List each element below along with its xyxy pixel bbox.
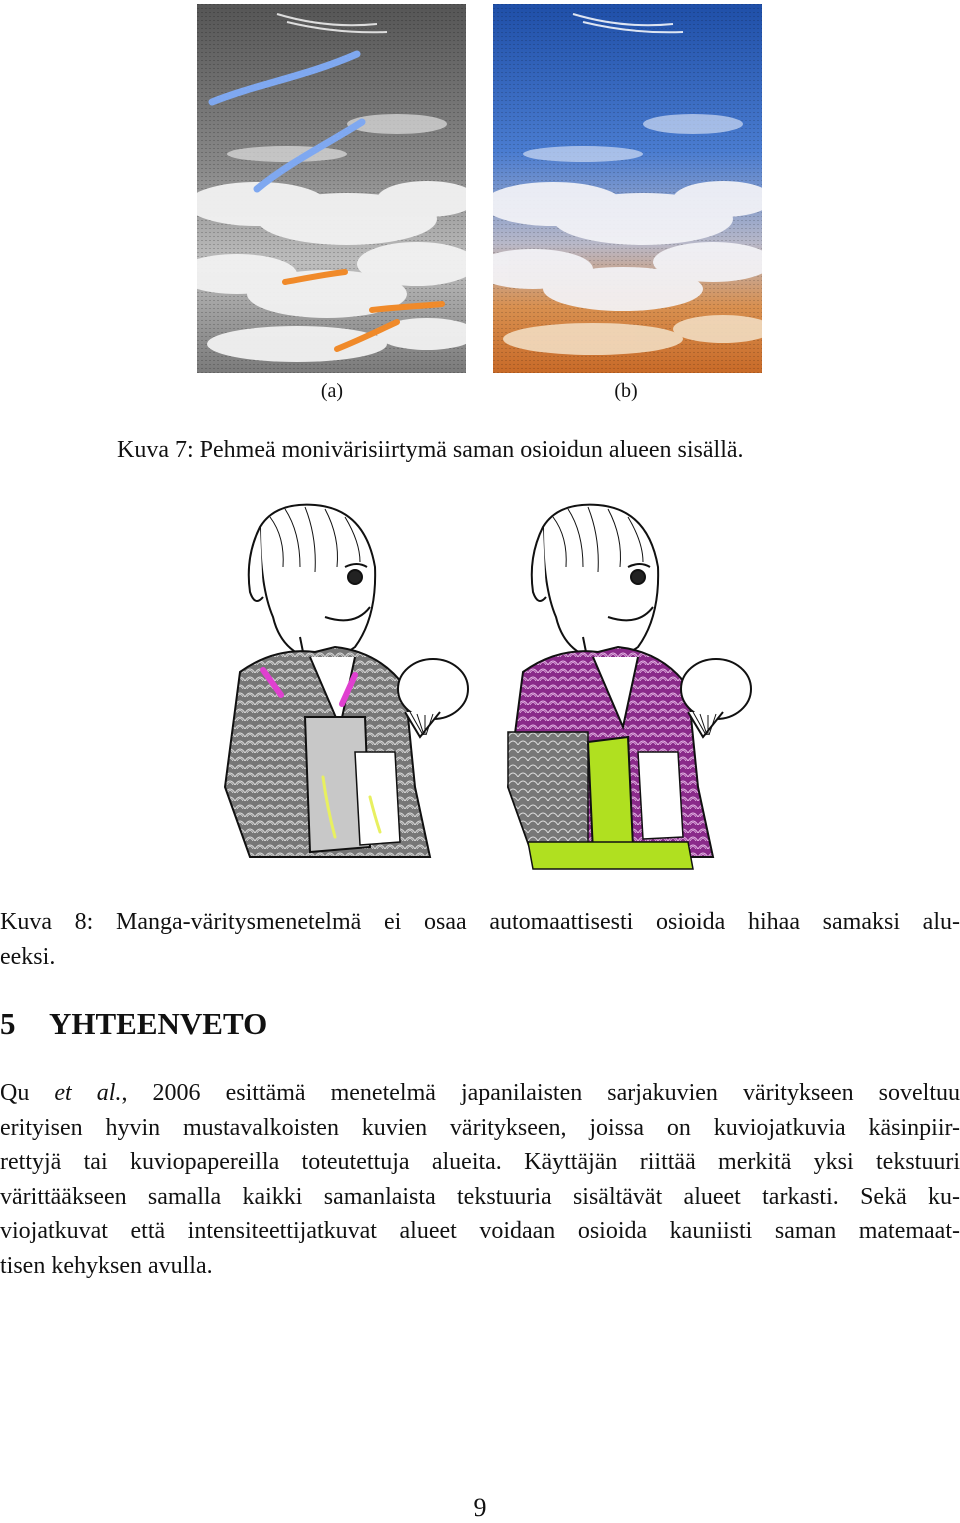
section-title: YHTEENVETO [49,1006,268,1041]
body-line-1 [0,1076,960,1111]
body-line-4: värittääkseen samalla kaikki samanlaista tekstuuria sisältävät alueet tarkasti. Sekä ku- [0,1183,960,1210]
body-line-6: tisen kehyksen avulla. [0,1252,213,1279]
section-number: 5 [0,1006,16,1041]
figure8-image-a [205,497,470,872]
figure8-caption [0,906,960,975]
body-line-3: rettyjä tai kuviopapereilla toteutettuja alueita. Käyttäjän riittää merkitä yksi tekstuuri [0,1149,960,1175]
citation-author: Qu [0,1080,30,1106]
body-line-5: viojatkuvat että intensiteettijatkuvat alueet voidaan osioida kauniisti saman matemaat- [0,1218,960,1244]
body-line-1-rest: , 2006 esittämä menetelmä japanilaisten sarjakuvien väritykseen soveltuu [121,1080,960,1106]
figure7-image-b [493,4,762,373]
page-number: 9 [473,1493,487,1522]
figure8-caption-line2: eeksi. [0,943,56,970]
figure7-image-a [197,4,466,373]
figure7-caption: Kuva 7: Pehmeä monivärisiirtymä saman osioidun alueen sisällä. [117,437,744,463]
body-paragraph [0,1076,960,1283]
body-line-2: erityisen hyvin mustavalkoisten kuvien väritykseen, joissa on kuviojatkuvia käsinpiir- [0,1114,960,1141]
figure8-caption-line1: Kuva 8: Manga-väritysmenetelmä ei osaa automaattisesti osioida hihaa samaksi alu- [0,909,960,935]
section-heading [0,1006,267,1042]
figure7-label-b: (b) [614,380,638,402]
figure8-image-b [488,497,753,872]
citation-etal: et al. [54,1080,122,1106]
figure7-label-a: (a) [320,380,344,402]
